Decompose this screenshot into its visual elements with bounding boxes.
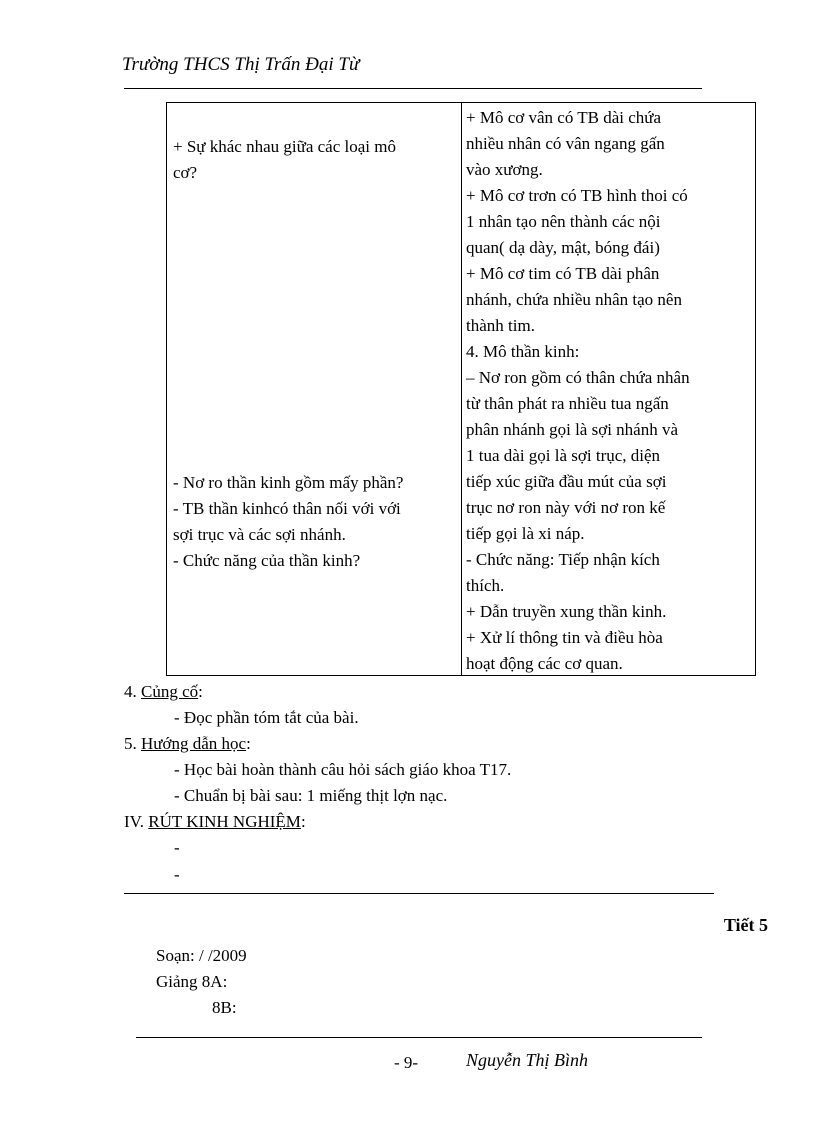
right-line: vào xương. [466, 160, 543, 179]
right-line: + Xử lí thông tin và điều hòa [466, 628, 663, 647]
section-number: 4. [124, 682, 141, 701]
page-header-school: Trường THCS Thị Trấn Đại Từ [122, 54, 360, 75]
lesson-number: Tiết 5 [723, 915, 768, 935]
section-rut-kinh-nghiem-heading [124, 809, 306, 835]
huong-dan-item: - Học bài hoàn thành câu hỏi sách giáo khoa T17. [174, 760, 512, 779]
left-line: - TB thần kinhcó thân nối với với [173, 499, 401, 518]
right-line: - Chức năng: Tiếp nhận kích [466, 550, 660, 569]
section-colon: : [300, 812, 306, 831]
right-line: + Mô cơ tim có TB dài phân [466, 264, 660, 283]
right-line: tiếp gọi là xi náp. [466, 524, 585, 543]
right-line: thích. [466, 576, 505, 595]
content-column [462, 103, 756, 676]
right-line: 1 nhân tạo nên thành các nội [466, 212, 661, 231]
giang-8b: 8B: [212, 998, 237, 1017]
section-cung-co-heading [124, 679, 203, 705]
right-line: – Nơ ron gồm có thân chứa nhân [466, 368, 690, 387]
section-number: IV. [124, 812, 149, 831]
header-divider [124, 88, 702, 89]
right-line: trục nơ ron này với nơ ron kế [466, 498, 666, 517]
right-line: thành tim. [466, 316, 535, 335]
teacher-column [167, 103, 462, 676]
table-row [167, 103, 756, 676]
right-line: nhiều nhân có vân ngang gấn [466, 134, 665, 153]
left-line: - Chức năng của thần kinh? [173, 551, 361, 570]
section-title: RÚT KINH NGHIỆM [148, 812, 301, 831]
soan-date: Soạn: / /2009 [156, 946, 247, 965]
left-line: + Sự khác nhau giữa các loại mô [173, 137, 396, 156]
section-huong-dan-heading [124, 731, 251, 757]
right-line: quan( dạ dày, mật, bóng đái) [466, 238, 660, 257]
giang-8a: Giảng 8A: [156, 972, 228, 991]
right-line: nhánh, chứa nhiều nhân tạo nên [466, 290, 682, 309]
section-colon: : [246, 734, 251, 753]
right-line: tiếp xúc giữa đầu mút của sợi [466, 472, 667, 491]
section-title: Hướng dẫn học [141, 734, 247, 753]
right-line: 4. Mô thần kinh: [466, 342, 580, 361]
rut-kinh-nghiem-item: - [174, 865, 180, 884]
left-line: sợi trục và các sợi nhánh. [173, 525, 346, 544]
right-line: hoạt động các cơ quan. [466, 654, 623, 673]
rut-kinh-nghiem-item: - [174, 838, 180, 857]
section-number: 5. [124, 734, 141, 753]
section-colon: : [198, 682, 203, 701]
right-line: + Mô cơ trơn có TB hình thoi có [466, 186, 688, 205]
footer-divider [136, 1037, 702, 1038]
cung-co-item: - Đọc phần tóm tắt của bài. [174, 708, 359, 727]
footer-author: Nguyễn Thị Bình [466, 1050, 588, 1070]
right-line: + Dẫn truyền xung thần kinh. [466, 602, 667, 621]
left-line: cơ? [173, 163, 198, 182]
right-line: phân nhánh gọi là sợi nhánh và [466, 420, 679, 439]
lesson-table [166, 102, 756, 676]
section-title: Củng cố [141, 682, 199, 701]
right-line: 1 tua dài gọi là sợi trục, diện [466, 446, 661, 465]
section-divider [124, 893, 714, 894]
page-number: - 9- [394, 1053, 419, 1072]
left-line: - Nơ ro thần kinh gồm mấy phần? [173, 473, 404, 492]
right-line: + Mô cơ vân có TB dài chứa [466, 108, 662, 127]
huong-dan-item: - Chuẩn bị bài sau: 1 miếng thịt lợn nạc. [174, 786, 448, 805]
right-line: từ thân phát ra nhiều tua ngấn [466, 394, 669, 413]
